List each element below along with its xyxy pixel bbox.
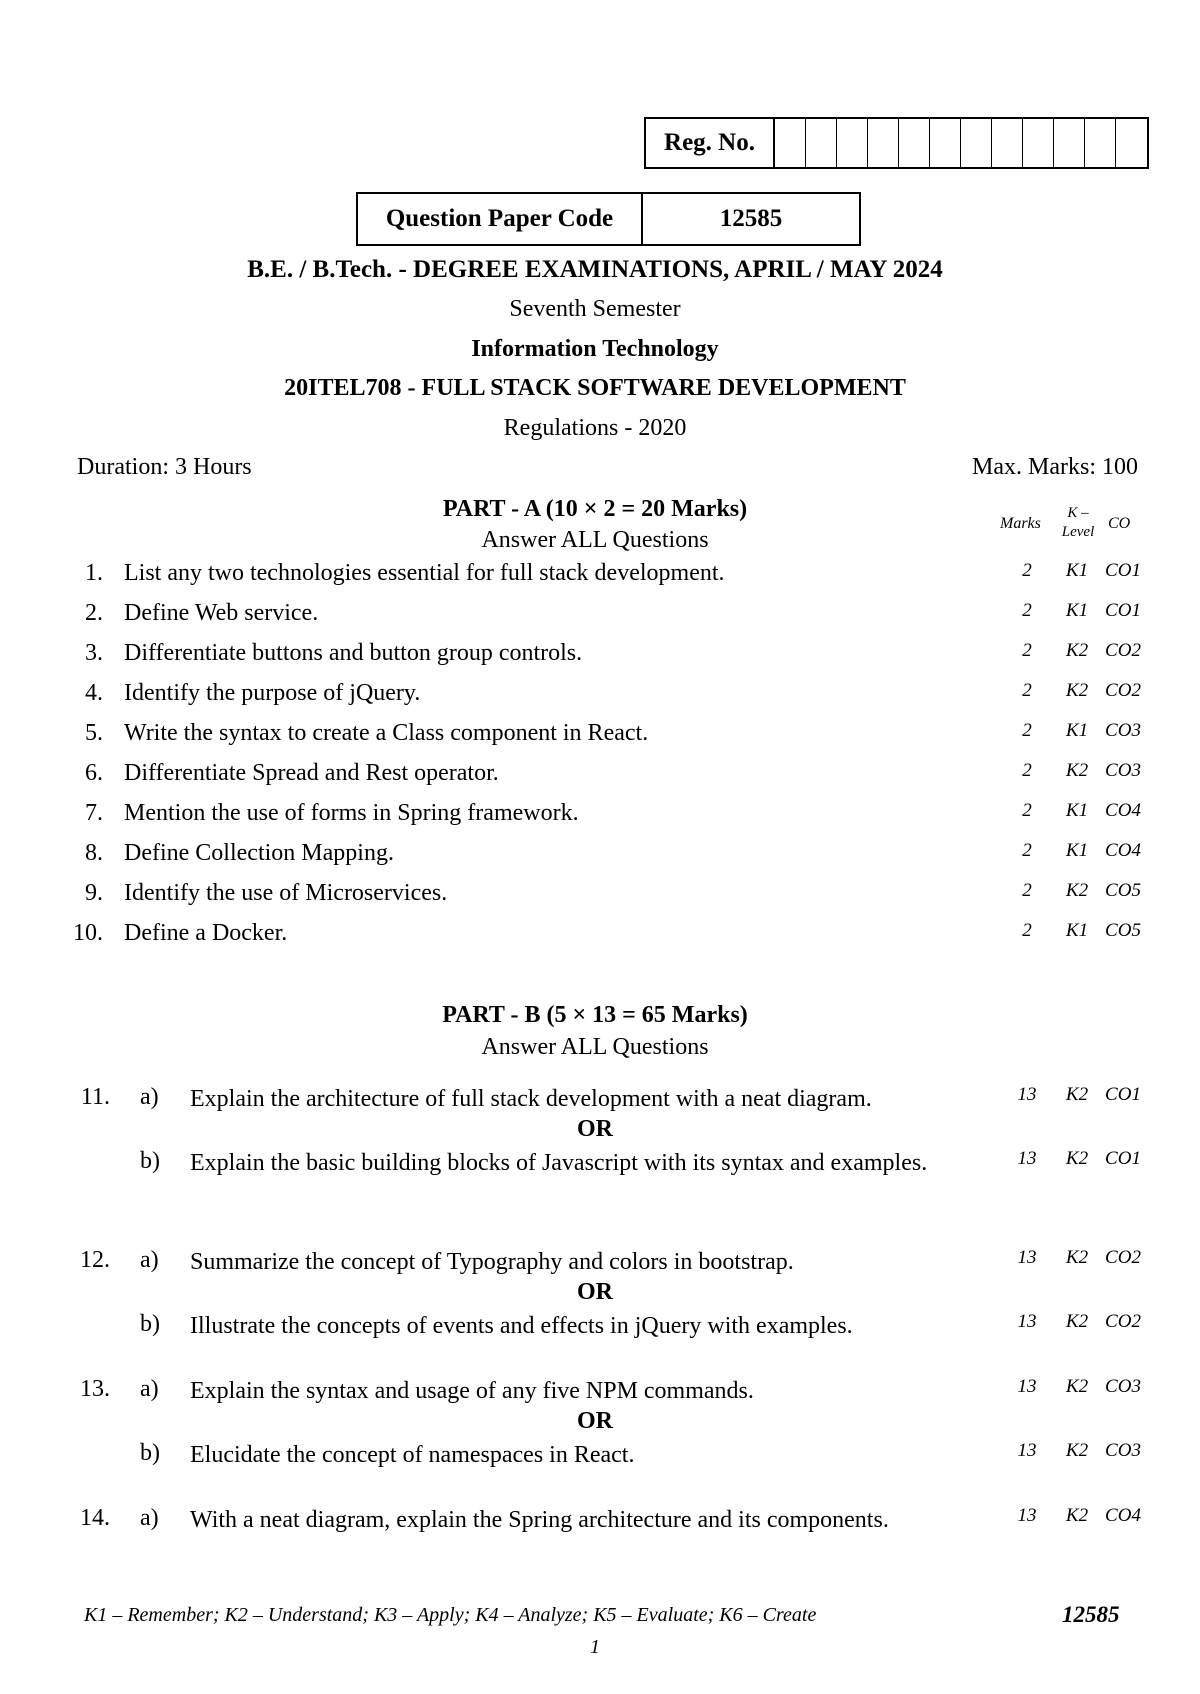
sub-label: b) <box>140 1440 160 1466</box>
question-marks: 2 <box>1022 600 1032 621</box>
question-text: Define a Docker. <box>124 920 288 946</box>
question-marks: 13 <box>1017 1505 1037 1526</box>
part-a-question <box>0 560 1200 596</box>
question-co: CO2 <box>1105 680 1141 701</box>
reg-no-cell <box>1085 119 1116 167</box>
reg-no-cell <box>1054 119 1085 167</box>
question-marks: 2 <box>1022 760 1032 781</box>
question-co: CO3 <box>1105 1440 1141 1461</box>
part-a-question <box>0 880 1200 916</box>
question-marks: 2 <box>1022 920 1032 941</box>
question-text: Illustrate the concepts of events and effects in jQuery with examples. <box>190 1313 853 1339</box>
question-text: Explain the syntax and usage of any five NPM commands. <box>190 1378 754 1404</box>
exam-title: B.E. / B.Tech. - DEGREE EXAMINATIONS, APRIL / MAY 2024 <box>247 256 943 283</box>
reg-no-cell <box>837 119 868 167</box>
reg-no-cell <box>961 119 992 167</box>
question-co: CO1 <box>1105 600 1141 621</box>
reg-no-cell <box>992 119 1023 167</box>
question-klevel: K1 <box>1065 840 1089 861</box>
question-co: CO2 <box>1105 640 1141 661</box>
question-text: With a neat diagram, explain the Spring architecture and its components. <box>190 1507 889 1533</box>
reg-no-cell <box>1023 119 1054 167</box>
question-co: CO3 <box>1105 720 1141 741</box>
question-number: 11. <box>80 1084 110 1110</box>
question-paper-code-box <box>356 192 861 246</box>
question-co: CO4 <box>1105 1505 1141 1526</box>
question-text: List any two technologies essential for full stack development. <box>124 560 725 586</box>
question-klevel: K2 <box>1065 1084 1089 1105</box>
question-co: CO4 <box>1105 800 1141 821</box>
question-klevel: K2 <box>1065 680 1089 701</box>
duration: Duration: 3 Hours <box>77 454 252 480</box>
max-marks: Max. Marks: 100 <box>972 454 1138 480</box>
question-marks: 2 <box>1022 880 1032 901</box>
question-co: CO1 <box>1105 1084 1141 1105</box>
question-marks: 13 <box>1017 1311 1037 1332</box>
question-marks: 2 <box>1022 720 1032 741</box>
question-number: 14. <box>80 1505 110 1531</box>
part-a-question <box>0 720 1200 756</box>
question-marks: 13 <box>1017 1084 1037 1105</box>
part-a-title: PART - A (10 × 2 = 20 Marks) <box>442 496 748 522</box>
qp-code-value: 12585 <box>719 205 783 232</box>
course-title: 20ITEL708 - FULL STACK SOFTWARE DEVELOPMENT <box>284 375 906 401</box>
reg-no-box <box>644 117 1149 169</box>
question-klevel: K2 <box>1065 880 1089 901</box>
question-marks: 2 <box>1022 560 1032 581</box>
question-marks: 2 <box>1022 680 1032 701</box>
question-marks: 13 <box>1017 1440 1037 1461</box>
question-marks: 13 <box>1017 1247 1037 1268</box>
reg-no-cell <box>775 119 806 167</box>
question-number: 10. <box>73 920 103 946</box>
question-text: Summarize the concept of Typography and colors in bootstrap. <box>190 1249 794 1275</box>
footer-code: 12585 <box>1062 1602 1120 1627</box>
reg-no-label: Reg. No. <box>646 119 775 167</box>
question-co: CO2 <box>1105 1247 1141 1268</box>
question-text: Mention the use of forms in Spring framework. <box>124 800 579 826</box>
question-text: Define Collection Mapping. <box>124 840 394 866</box>
question-marks: 2 <box>1022 840 1032 861</box>
qp-code-label: Question Paper Code <box>358 194 643 244</box>
part-a-question <box>0 760 1200 796</box>
question-number: 1. <box>85 560 103 586</box>
question-marks: 13 <box>1017 1376 1037 1397</box>
sub-label: a) <box>140 1247 159 1273</box>
question-marks: 2 <box>1022 800 1032 821</box>
reg-no-cell <box>1116 119 1147 167</box>
question-klevel: K2 <box>1065 1148 1089 1169</box>
question-text: Elucidate the concept of namespaces in React. <box>190 1442 635 1468</box>
question-co: CO1 <box>1105 560 1141 581</box>
col-co-header: CO <box>1108 515 1131 532</box>
reg-no-cell <box>806 119 837 167</box>
question-klevel: K1 <box>1065 800 1089 821</box>
question-marks: 13 <box>1017 1148 1037 1169</box>
question-number: 8. <box>85 840 103 866</box>
question-co: CO5 <box>1105 920 1141 941</box>
question-number: 5. <box>85 720 103 746</box>
k-level-legend: K1 – Remember; K2 – Understand; K3 – Apply; K4 – Analyze; K5 – Evaluate; K6 – Create <box>84 1604 817 1626</box>
sub-label: b) <box>140 1148 160 1174</box>
col-marks-header: Marks <box>1000 515 1041 532</box>
question-number: 7. <box>85 800 103 826</box>
part-a-question <box>0 800 1200 836</box>
part-b-title: PART - B (5 × 13 = 65 Marks) <box>442 1002 748 1028</box>
sub-label: a) <box>140 1505 159 1531</box>
part-a-question <box>0 920 1200 956</box>
question-klevel: K2 <box>1065 640 1089 661</box>
question-number: 13. <box>80 1376 110 1402</box>
question-text: Explain the basic building blocks of Javascript with its syntax and examples. <box>190 1150 928 1176</box>
question-klevel: K2 <box>1065 1505 1089 1526</box>
question-number: 6. <box>85 760 103 786</box>
question-klevel: K2 <box>1065 760 1089 781</box>
part-a-instruction: Answer ALL Questions <box>481 527 709 553</box>
reg-no-cell <box>868 119 899 167</box>
question-co: CO1 <box>1105 1148 1141 1169</box>
question-co: CO3 <box>1105 760 1141 781</box>
part-b-instruction: Answer ALL Questions <box>481 1034 709 1060</box>
question-co: CO2 <box>1105 1311 1141 1332</box>
or-separator: OR <box>577 1116 613 1142</box>
part-a-question <box>0 600 1200 636</box>
semester: Seventh Semester <box>509 296 681 322</box>
or-separator: OR <box>577 1279 613 1305</box>
question-text: Explain the architecture of full stack development with a neat diagram. <box>190 1086 872 1112</box>
department: Information Technology <box>471 336 719 362</box>
page-number: 1 <box>590 1636 600 1658</box>
question-klevel: K1 <box>1065 560 1089 581</box>
question-marks: 2 <box>1022 640 1032 661</box>
question-text: Differentiate Spread and Rest operator. <box>124 760 499 786</box>
question-klevel: K2 <box>1065 1311 1089 1332</box>
question-number: 12. <box>80 1247 110 1273</box>
col-klevel-header-top: K – <box>1067 505 1089 521</box>
question-klevel: K2 <box>1065 1440 1089 1461</box>
question-klevel: K2 <box>1065 1376 1089 1397</box>
question-number: 9. <box>85 880 103 906</box>
sub-label: a) <box>140 1376 159 1402</box>
question-number: 3. <box>85 640 103 666</box>
question-co: CO5 <box>1105 880 1141 901</box>
question-text: Identify the purpose of jQuery. <box>124 680 421 706</box>
part-a-question <box>0 640 1200 676</box>
part-a-question <box>0 840 1200 876</box>
question-number: 4. <box>85 680 103 706</box>
sub-label: a) <box>140 1084 159 1110</box>
question-co: CO4 <box>1105 840 1141 861</box>
question-co: CO3 <box>1105 1376 1141 1397</box>
reg-no-cell <box>899 119 930 167</box>
reg-no-cell <box>930 119 961 167</box>
question-klevel: K1 <box>1065 920 1089 941</box>
question-text: Differentiate buttons and button group controls. <box>124 640 583 666</box>
col-klevel-header-bottom: Level <box>1061 524 1095 540</box>
question-text: Identify the use of Microservices. <box>124 880 448 906</box>
question-klevel: K1 <box>1065 720 1089 741</box>
sub-label: b) <box>140 1311 160 1337</box>
or-separator: OR <box>577 1408 613 1434</box>
part-a-question <box>0 680 1200 716</box>
regulations: Regulations - 2020 <box>503 415 687 441</box>
question-klevel: K1 <box>1065 600 1089 621</box>
question-text: Define Web service. <box>124 600 319 626</box>
question-klevel: K2 <box>1065 1247 1089 1268</box>
question-number: 2. <box>85 600 103 626</box>
question-text: Write the syntax to create a Class component in React. <box>124 720 649 746</box>
